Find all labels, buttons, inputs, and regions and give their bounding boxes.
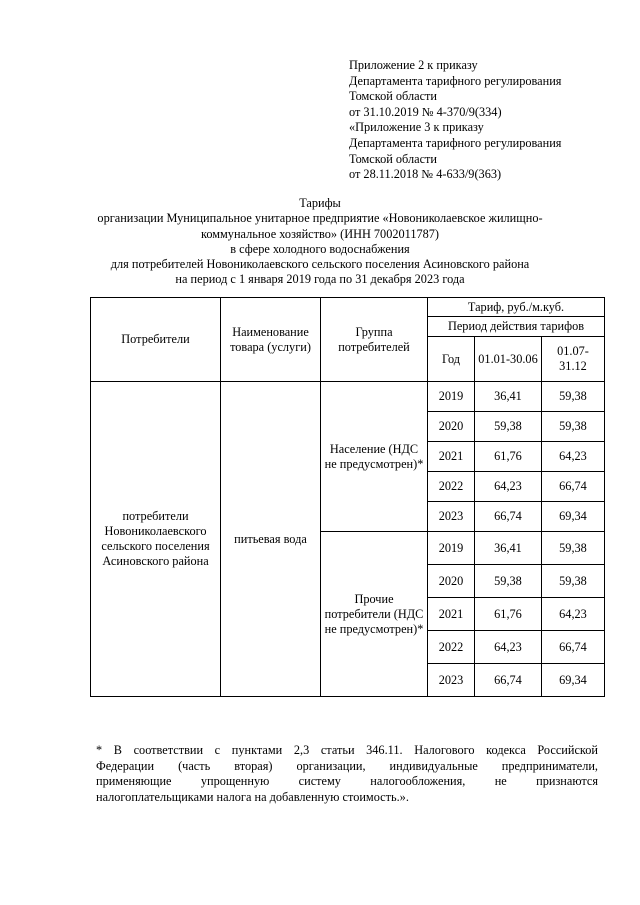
heading-line: для потребителей Новониколаевского сельского поселения Асиновского района — [110, 257, 530, 272]
tariff-h1-cell: 36,41 — [475, 532, 542, 565]
year-cell: 2023 — [428, 502, 475, 532]
year-cell: 2020 — [428, 565, 475, 598]
tariff-h2-cell: 66,74 — [542, 631, 605, 664]
footnote-line: применяющие упрощенную систему налогообложения, не признаются — [96, 774, 598, 788]
year-cell: 2020 — [428, 412, 475, 442]
appendix-line: Томской области — [349, 151, 437, 166]
appendix-line: от 28.11.2018 № 4-633/9(363) — [349, 167, 502, 182]
appendix-line: Томской области — [349, 89, 437, 104]
footnote-line: налогоплательщиками налога на добавленную стоимость.». — [96, 789, 409, 804]
tariff-h2-cell: 59,38 — [542, 382, 605, 412]
year-cell: 2022 — [428, 472, 475, 502]
tariff-h1-cell: 61,76 — [475, 442, 542, 472]
tariff-h2-cell: 69,34 — [542, 664, 605, 697]
header-group: Группа потребителей — [321, 298, 428, 382]
tariff-h1-cell: 66,74 — [475, 502, 542, 532]
header-product: Наименование товара (услуги) — [221, 298, 321, 382]
footnote-line: * В соответствии с пунктами 2,3 статьи 346.11. Налогового кодекса Российской — [96, 743, 598, 757]
appendix-line: от 31.10.2019 № 4-370/9(334) — [349, 104, 502, 119]
header-second-half: 01.07-31.12 — [542, 337, 605, 382]
footnote — [96, 743, 598, 805]
year-cell: 2021 — [428, 598, 475, 631]
header-consumers: Потребители — [91, 298, 221, 382]
group-cell-population: Население (НДС не предусмотрен)* — [321, 382, 428, 532]
year-cell: 2019 — [428, 382, 475, 412]
header-first-half: 01.01-30.06 — [475, 337, 542, 382]
group-cell-other: Прочие потребители (НДС не предусмотрен)* — [321, 532, 428, 697]
tariff-h1-cell: 59,38 — [475, 565, 542, 598]
tariff-h2-cell: 64,23 — [542, 442, 605, 472]
header-tariff: Тариф, руб./м.куб. — [428, 298, 605, 317]
appendix-block — [349, 58, 609, 183]
tariff-h2-cell: 59,38 — [542, 412, 605, 442]
heading-line: в сфере холодного водоснабжения — [230, 241, 410, 256]
document-heading — [60, 196, 580, 288]
heading-title: Тарифы — [299, 196, 341, 210]
appendix-line: «Приложение 3 к приказу — [349, 120, 484, 135]
tariff-h1-cell: 64,23 — [475, 472, 542, 502]
tariff-h2-cell: 59,38 — [542, 565, 605, 598]
heading-line: организации Муниципальное унитарное предприятие «Новониколаевское жилищно- — [97, 211, 543, 226]
heading-line: коммунальное хозяйство» (ИНН 7002011787) — [200, 226, 440, 241]
heading-line: на период с 1 января 2019 года по 31 декабря 2023 года — [175, 272, 465, 287]
consumers-cell: потребители Новониколаевского сельского поселения Асиновского района — [91, 382, 221, 697]
tariff-h1-cell: 66,74 — [475, 664, 542, 697]
product-cell: питьевая вода — [221, 382, 321, 697]
header-period: Период действия тарифов — [428, 317, 605, 337]
tariff-h2-cell: 66,74 — [542, 472, 605, 502]
tariff-table — [90, 297, 605, 697]
year-cell: 2021 — [428, 442, 475, 472]
tariff-h1-cell: 61,76 — [475, 598, 542, 631]
year-cell: 2023 — [428, 664, 475, 697]
table-header-row — [91, 298, 605, 317]
header-year: Год — [428, 337, 475, 382]
tariff-h2-cell: 64,23 — [542, 598, 605, 631]
tariff-h1-cell: 64,23 — [475, 631, 542, 664]
tariff-h2-cell: 59,38 — [542, 532, 605, 565]
footnote-line: Федерации (часть вторая) организации, индивидуальные предприниматели, — [96, 758, 598, 773]
tariff-h1-cell: 59,38 — [475, 412, 542, 442]
tariff-h2-cell: 69,34 — [542, 502, 605, 532]
tariff-h1-cell: 36,41 — [475, 382, 542, 412]
appendix-line: Приложение 2 к приказу — [349, 58, 478, 72]
appendix-line: Департамента тарифного регулирования — [349, 135, 562, 150]
appendix-line: Департамента тарифного регулирования — [349, 73, 562, 88]
year-cell: 2022 — [428, 631, 475, 664]
table-row — [91, 382, 605, 412]
year-cell: 2019 — [428, 532, 475, 565]
